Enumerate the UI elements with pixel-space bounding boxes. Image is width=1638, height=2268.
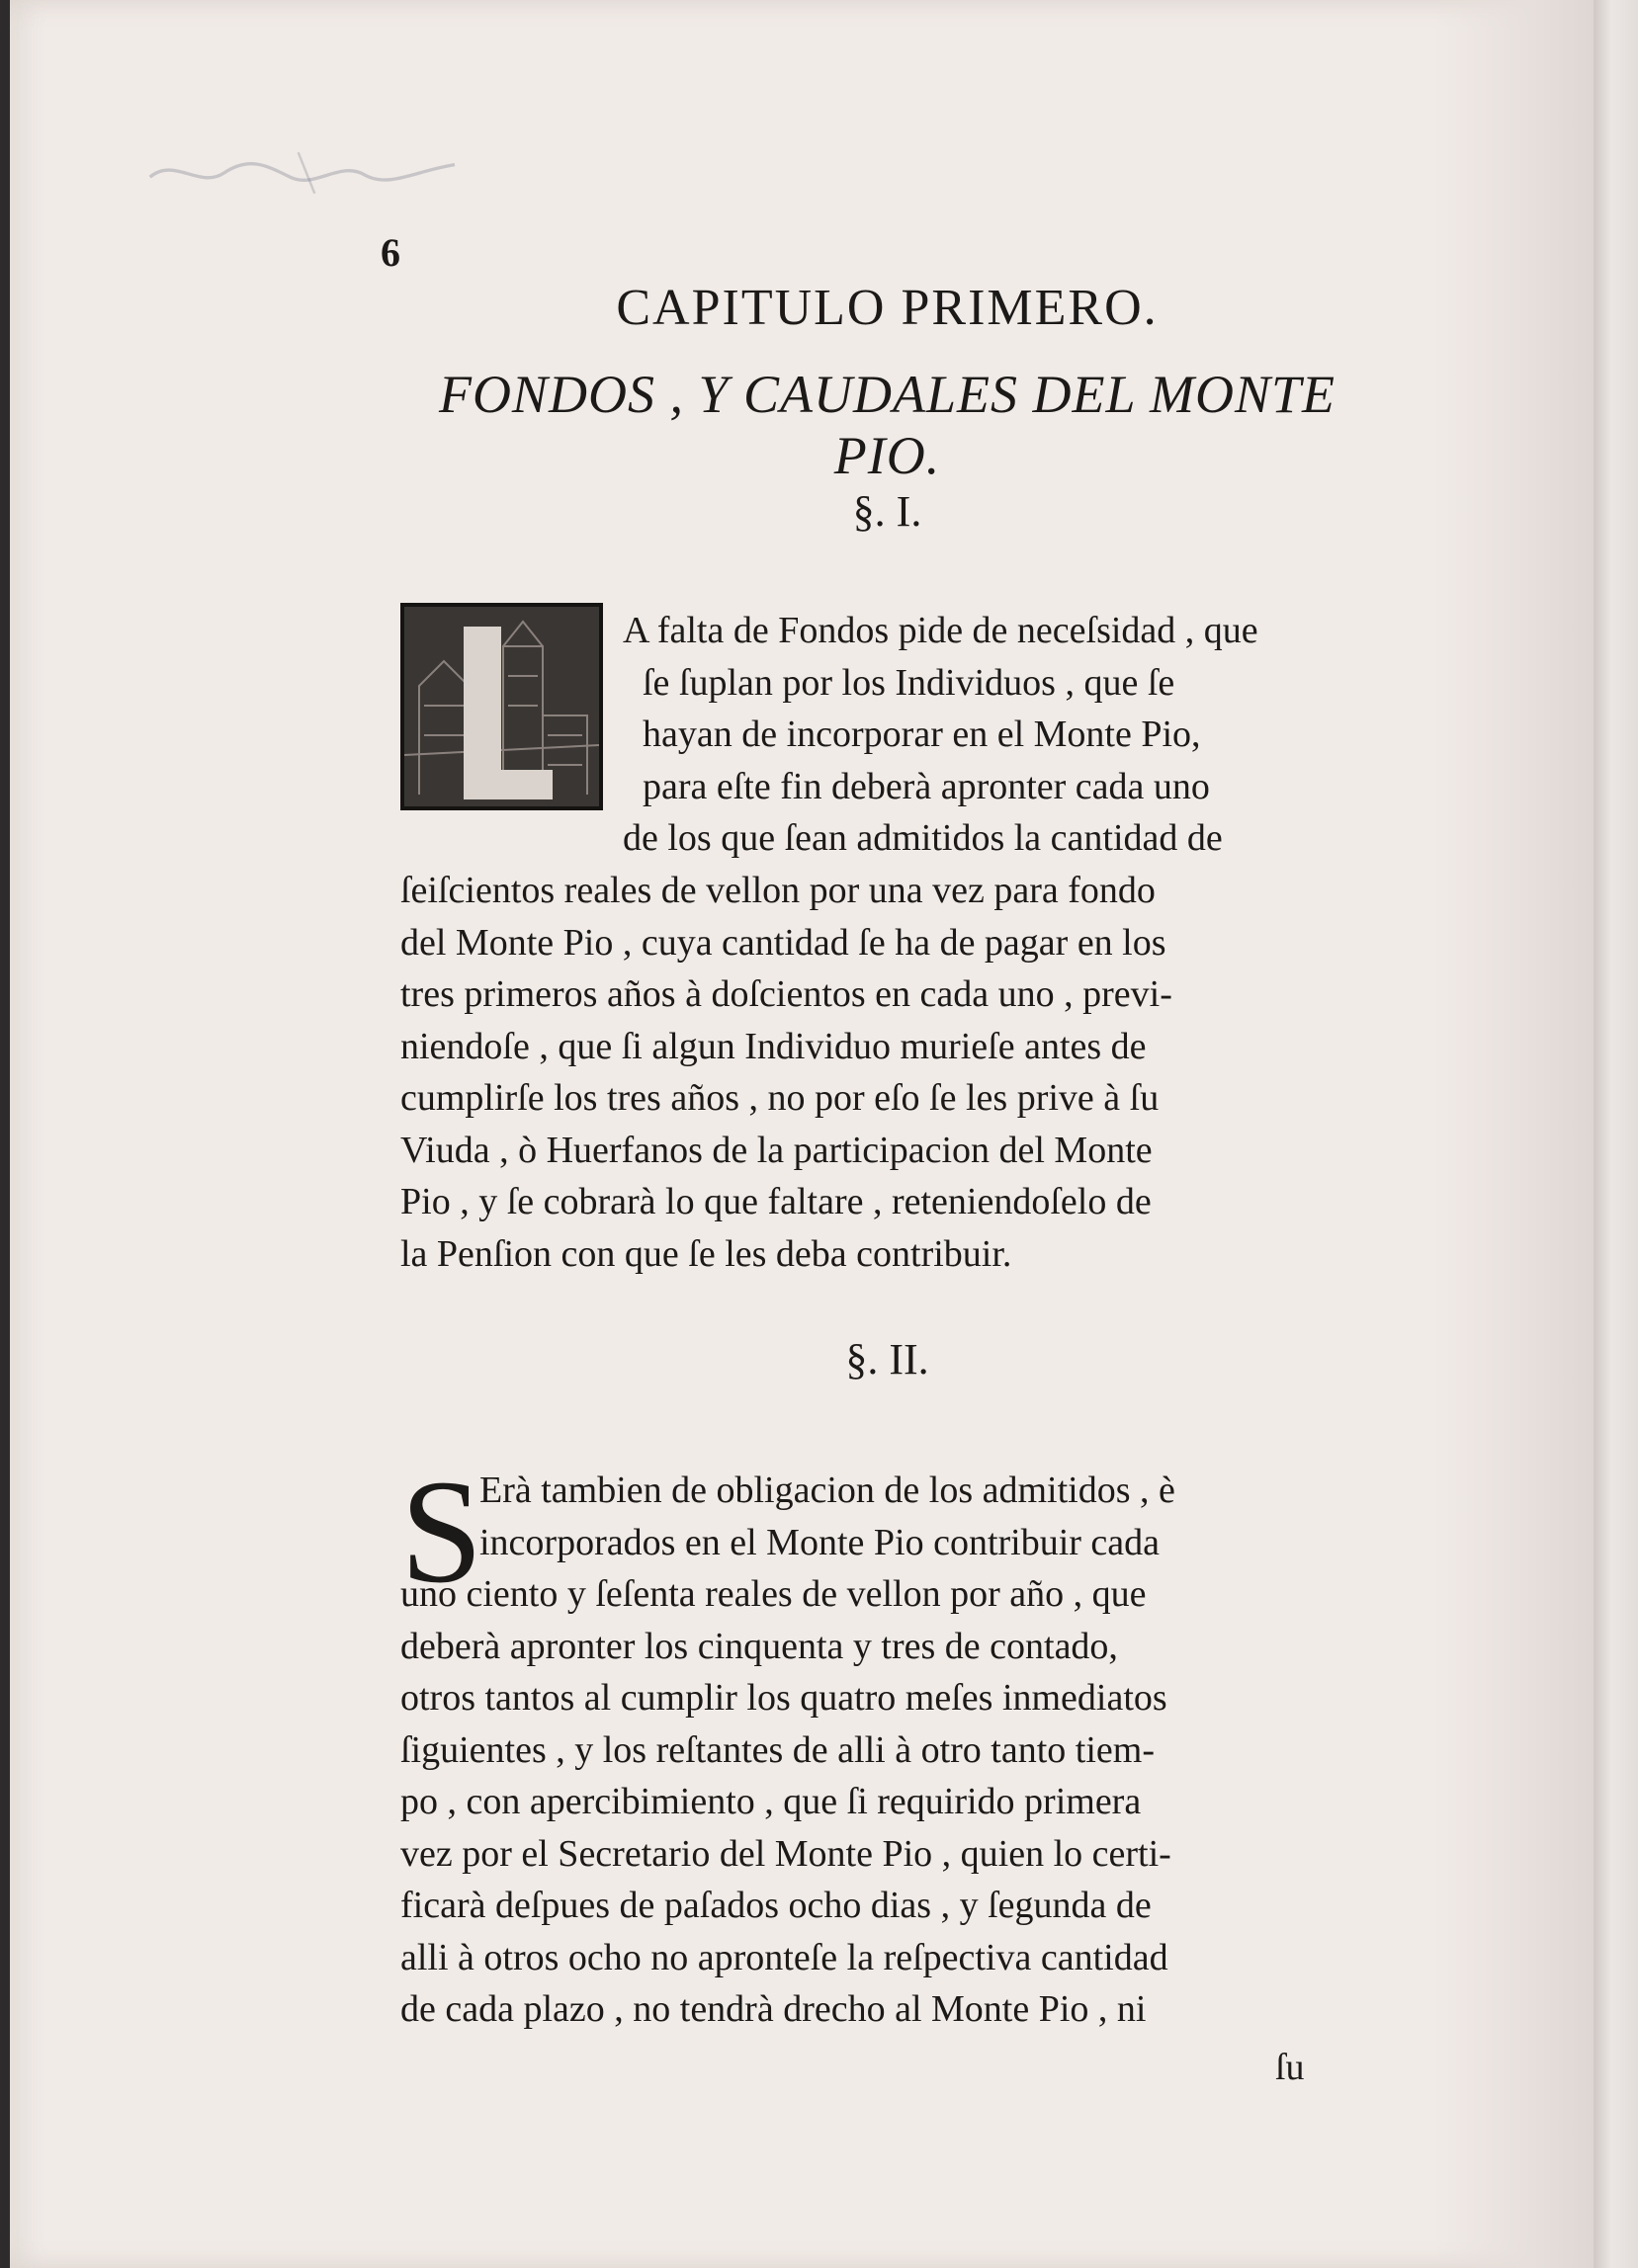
text-line: ſe ſuplan por los Individuos , que ſe [643,661,1175,704]
chapter-subtitle: FONDOS , Y CAUDALES DEL MONTE PIO. [438,365,1336,485]
text-line: de cada plazo , no tendrà drecho al Monte Pio , ni [400,1988,1147,2030]
text-line: ſeiſcientos reales de vellon por una vez para fondo [400,870,1156,911]
text-line: niendoſe , que ſi algun Individuo murieſe antes de [400,1025,1147,1067]
handwritten-inscription-mark [109,148,504,198]
text-line: po , con apercibimiento , que ſi requirido primera [400,1781,1142,1822]
text-line: Erà tambien de obligacion de los admitidos , è [479,1470,1175,1511]
text-line: de los que ſean admitidos la cantidad de [623,817,1223,859]
section-mark-1: §. I. [852,487,922,536]
text-line: ficarà deſpues de paſados ocho dias , y ſegunda de [400,1885,1152,1926]
woodcut-drop-cap [400,603,603,810]
section-mark-2: §. II. [845,1335,929,1384]
section-1-full-lines [400,865,1374,1280]
text-line: tres primeros años à doſcientos en cada uno , previ- [400,973,1172,1015]
section-2-full-lines [400,1568,1374,2036]
chapter-title: CAPITULO PRIMERO. [616,280,1159,336]
section-2-wrapped-lines [479,1465,1374,1568]
text-line: deberà apronter los cinquenta y tres de contado, [400,1625,1118,1667]
text-line: hayan de incorporar en el Monte Pio, [643,714,1201,755]
page-number: 6 [381,230,400,275]
text-line: del Monte Pio , cuya cantidad ſe ha de pagar en los [400,921,1166,964]
text-line: incorporados en el Monte Pio contribuir cada [479,1521,1161,1563]
section-1-wrapped-lines [623,605,1374,865]
text-line: cumplirſe los tres años , no por eſo ſe les prive à ſu [400,1077,1160,1119]
text-line: alli à otros ocho no apronteſe la reſpectiva cantidad [400,1936,1168,1978]
book-page [10,0,1592,2268]
text-line: uno ciento y ſeſenta reales de vellon por año , que [400,1573,1147,1615]
text-line: la Penſion con que ſe les deba contribuir. [400,1232,1012,1275]
text-line: Pio , y ſe cobrarà lo que faltare , reteniendoſelo de [400,1181,1152,1222]
text-line: A falta de Fondos pide de neceſsidad , que [623,610,1258,651]
woodcut-buildings-icon [404,607,599,806]
page-gutter-shadow [1433,0,1601,2268]
text-line: para eſte fin deberà apronter cada uno [643,765,1210,807]
text-line: ſiguientes , y los reſtantes de alli à otro tanto tiem- [400,1728,1155,1771]
catchword: ſu [1275,2047,1305,2088]
drop-cap-s: S [400,1450,483,1614]
next-page-edge [1594,0,1638,2268]
text-line: vez por el Secretario del Monte Pio , quien lo certi- [400,1832,1171,1875]
text-line: otros tantos al cumplir los quatro meſes inmediatos [400,1677,1167,1719]
text-line: Viuda , ò Huerfanos de la participacion del Monte [400,1129,1153,1171]
